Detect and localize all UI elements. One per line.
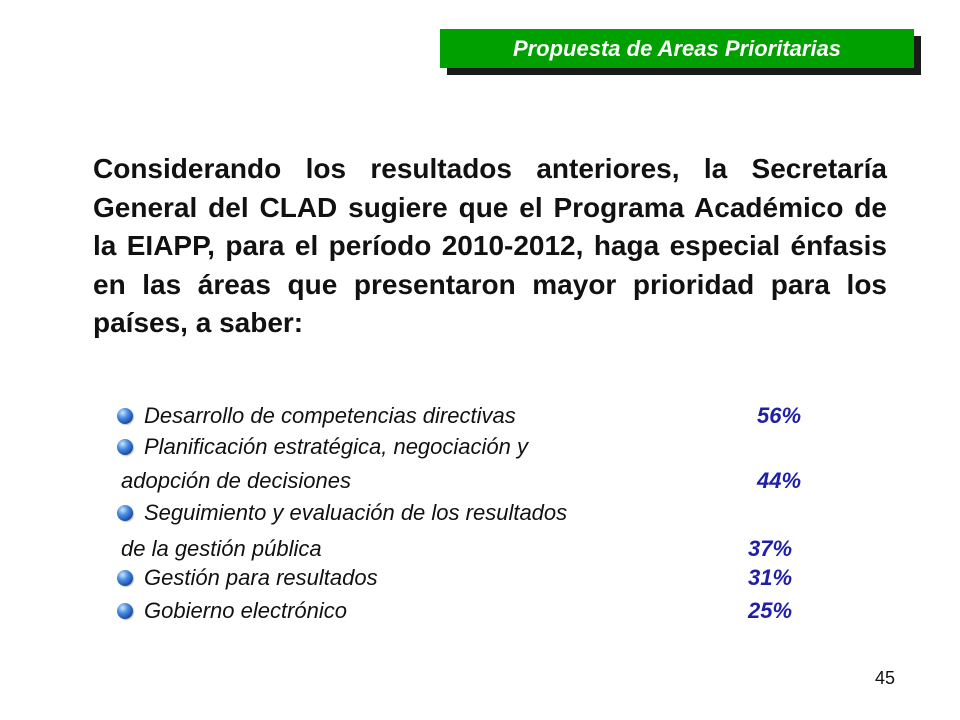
area-label: Planificación estratégica, negociación y <box>144 434 529 459</box>
area-label: Gestión para resultados <box>144 565 378 590</box>
intro-paragraph: Considerando los resultados anteriores, la Secretaría General del CLAD sugiere que el Programa Académico de la EIAPP, para el período 2010-2012, haga especial énfasis en las áreas que presentaron mayor prioridad para los países, a saber: <box>93 153 887 338</box>
slide-title <box>440 29 914 68</box>
slide-title-text: Propuesta de Areas Prioritarias <box>512 35 842 61</box>
area-percent: 37% <box>748 536 793 561</box>
area-label-continued: de la gestión pública <box>121 536 322 561</box>
area-percent: 25% <box>748 598 793 623</box>
bullet-icon <box>117 439 133 455</box>
area-label: Gobierno electrónico <box>144 598 348 623</box>
page-number: 45 <box>874 668 895 688</box>
area-percent: 56% <box>757 403 802 428</box>
bullet-icon <box>117 603 133 619</box>
area-label: Desarrollo de competencias directivas <box>144 403 516 428</box>
bullet-icon <box>117 505 133 521</box>
bullet-icon <box>117 408 133 424</box>
area-label-continued: adopción de decisiones <box>121 468 351 493</box>
area-percent: 44% <box>757 468 802 493</box>
area-label: Seguimiento y evaluación de los resultados <box>144 500 568 525</box>
bullet-icon <box>117 570 133 586</box>
area-percent: 31% <box>748 565 793 590</box>
